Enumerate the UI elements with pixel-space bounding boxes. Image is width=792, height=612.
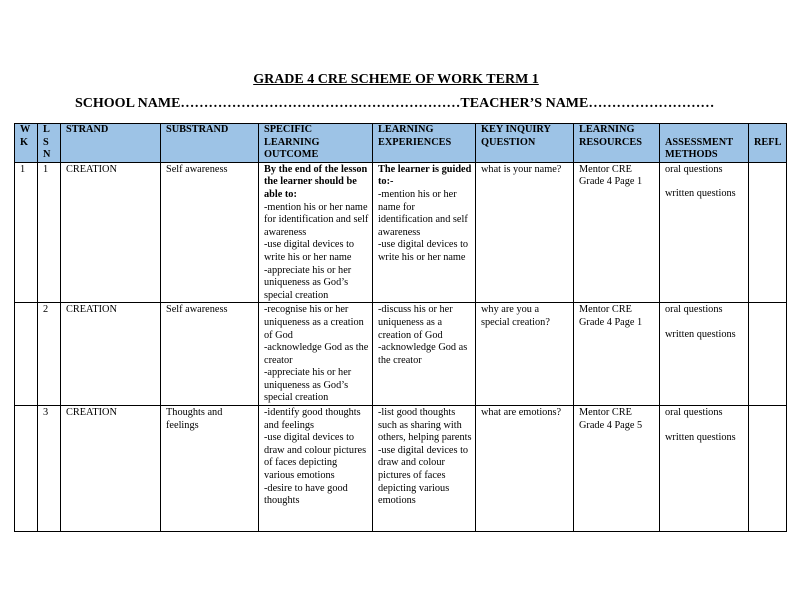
outcome-text: -mention his or her name for identification and self awareness -use digital devices to write his or her name -appreciate his or her uniqueness as God’s special creation: [264, 201, 369, 301]
cell-wk: [15, 303, 38, 406]
substrand-text: Self awareness: [166, 304, 228, 316]
table-row: [15, 162, 787, 303]
header-resources: LEARNING RESOURCES: [574, 124, 660, 163]
cell-assessment: [660, 406, 749, 532]
cell-substrand: [161, 303, 259, 406]
cell-question: [476, 162, 574, 303]
assessment-written: written questions: [665, 188, 736, 200]
cell-strand: [61, 162, 161, 303]
substrand-text: Self awareness: [166, 163, 228, 175]
cell-assessment: [660, 303, 749, 406]
header-experiences: LEARNING EXPERIENCES: [373, 124, 476, 163]
header-question: KEY INQUIRY QUESTION: [476, 124, 574, 163]
header-strand: STRAND: [61, 124, 161, 163]
header-substrand: SUBSTRAND: [161, 124, 259, 163]
outcome-text: -identify good thoughts and feelings -use digital devices to draw and colour pictures of faces depicting various emotions -desire to have good thoughts: [264, 407, 367, 507]
cell-lsn: [38, 303, 61, 406]
cell-resources: [574, 162, 660, 303]
lsn-text: 2: [43, 304, 49, 316]
wk-text: 1: [20, 163, 26, 175]
question-text: why are you a special creation?: [481, 304, 550, 328]
cell-refl: [749, 162, 787, 303]
substrand-text: Thoughts and feelings: [166, 407, 223, 431]
cell-refl: [749, 303, 787, 406]
experiences-text: -mention his or her name for identification and self awareness -use digital devices to write his or her name: [378, 188, 469, 263]
table-row: [15, 406, 787, 532]
cell-strand: [61, 303, 161, 406]
table-row: [15, 303, 787, 406]
cell-assessment: [660, 162, 749, 303]
resources-text: Mentor CRE Grade 4 Page 1: [579, 304, 643, 328]
cell-outcome: [259, 303, 373, 406]
strand-text: CREATION: [66, 407, 117, 419]
assessment-written: written questions: [665, 328, 736, 340]
header-lsn: L S N: [38, 124, 61, 163]
header-outcome: SPECIFIC LEARNING OUTCOME: [259, 124, 373, 163]
lsn-text: 3: [43, 407, 49, 419]
cell-experiences: [373, 406, 476, 532]
experiences-text: -discuss his or her uniqueness as a creation of God -acknowledge God as the creator: [378, 304, 468, 366]
cell-experiences: [373, 162, 476, 303]
experiences-intro: The learner is guided to:-: [378, 163, 472, 188]
cell-substrand: [161, 162, 259, 303]
assessment-oral: oral questions: [665, 304, 723, 316]
cell-wk: [15, 406, 38, 532]
cell-resources: [574, 303, 660, 406]
cell-experiences: [373, 303, 476, 406]
experiences-text: -list good thoughts such as sharing with others, helping parents -use digital devices to draw and colour pictures of faces depicting various emotions: [378, 407, 472, 507]
cell-outcome: [259, 406, 373, 532]
strand-text: CREATION: [66, 163, 117, 175]
resources-text: Mentor CRE Grade 4 Page 5: [579, 407, 643, 431]
assessment-oral: oral questions: [665, 163, 723, 175]
resources-text: Mentor CRE Grade 4 Page 1: [579, 163, 643, 188]
cell-outcome: [259, 162, 373, 303]
scheme-of-work-table: [14, 123, 787, 532]
lsn-text: 1: [43, 163, 49, 175]
question-text: what is your name?: [481, 163, 562, 175]
outcome-intro: By the end of the lesson the learner should be able to:: [264, 163, 368, 200]
header-refl: REFL: [749, 124, 787, 163]
outcome-text: -recognise his or her uniqueness as a creation of God -acknowledge God as the creator -appreciate his or her uniqueness as God’s special creation: [264, 304, 369, 404]
document-title: GRADE 4 CRE SCHEME OF WORK TERM 1: [253, 72, 539, 87]
assessment-oral: oral questions: [665, 407, 723, 419]
header-row: [15, 124, 787, 163]
cell-lsn: [38, 162, 61, 303]
cell-question: [476, 303, 574, 406]
school-teacher-name-line: SCHOOL NAME……………………………………………………TEACHER’S NAME………………………: [75, 96, 715, 111]
cell-substrand: [161, 406, 259, 532]
cell-wk: [15, 162, 38, 303]
question-text: what are emotions?: [481, 407, 562, 419]
cell-refl: [749, 406, 787, 532]
cell-lsn: [38, 406, 61, 532]
header-wk: W K: [15, 124, 38, 163]
strand-text: CREATION: [66, 304, 117, 316]
assessment-written: written questions: [665, 431, 736, 443]
cell-strand: [61, 406, 161, 532]
header-assessment: ASSESSMENT METHODS: [660, 124, 749, 163]
cell-question: [476, 406, 574, 532]
cell-resources: [574, 406, 660, 532]
